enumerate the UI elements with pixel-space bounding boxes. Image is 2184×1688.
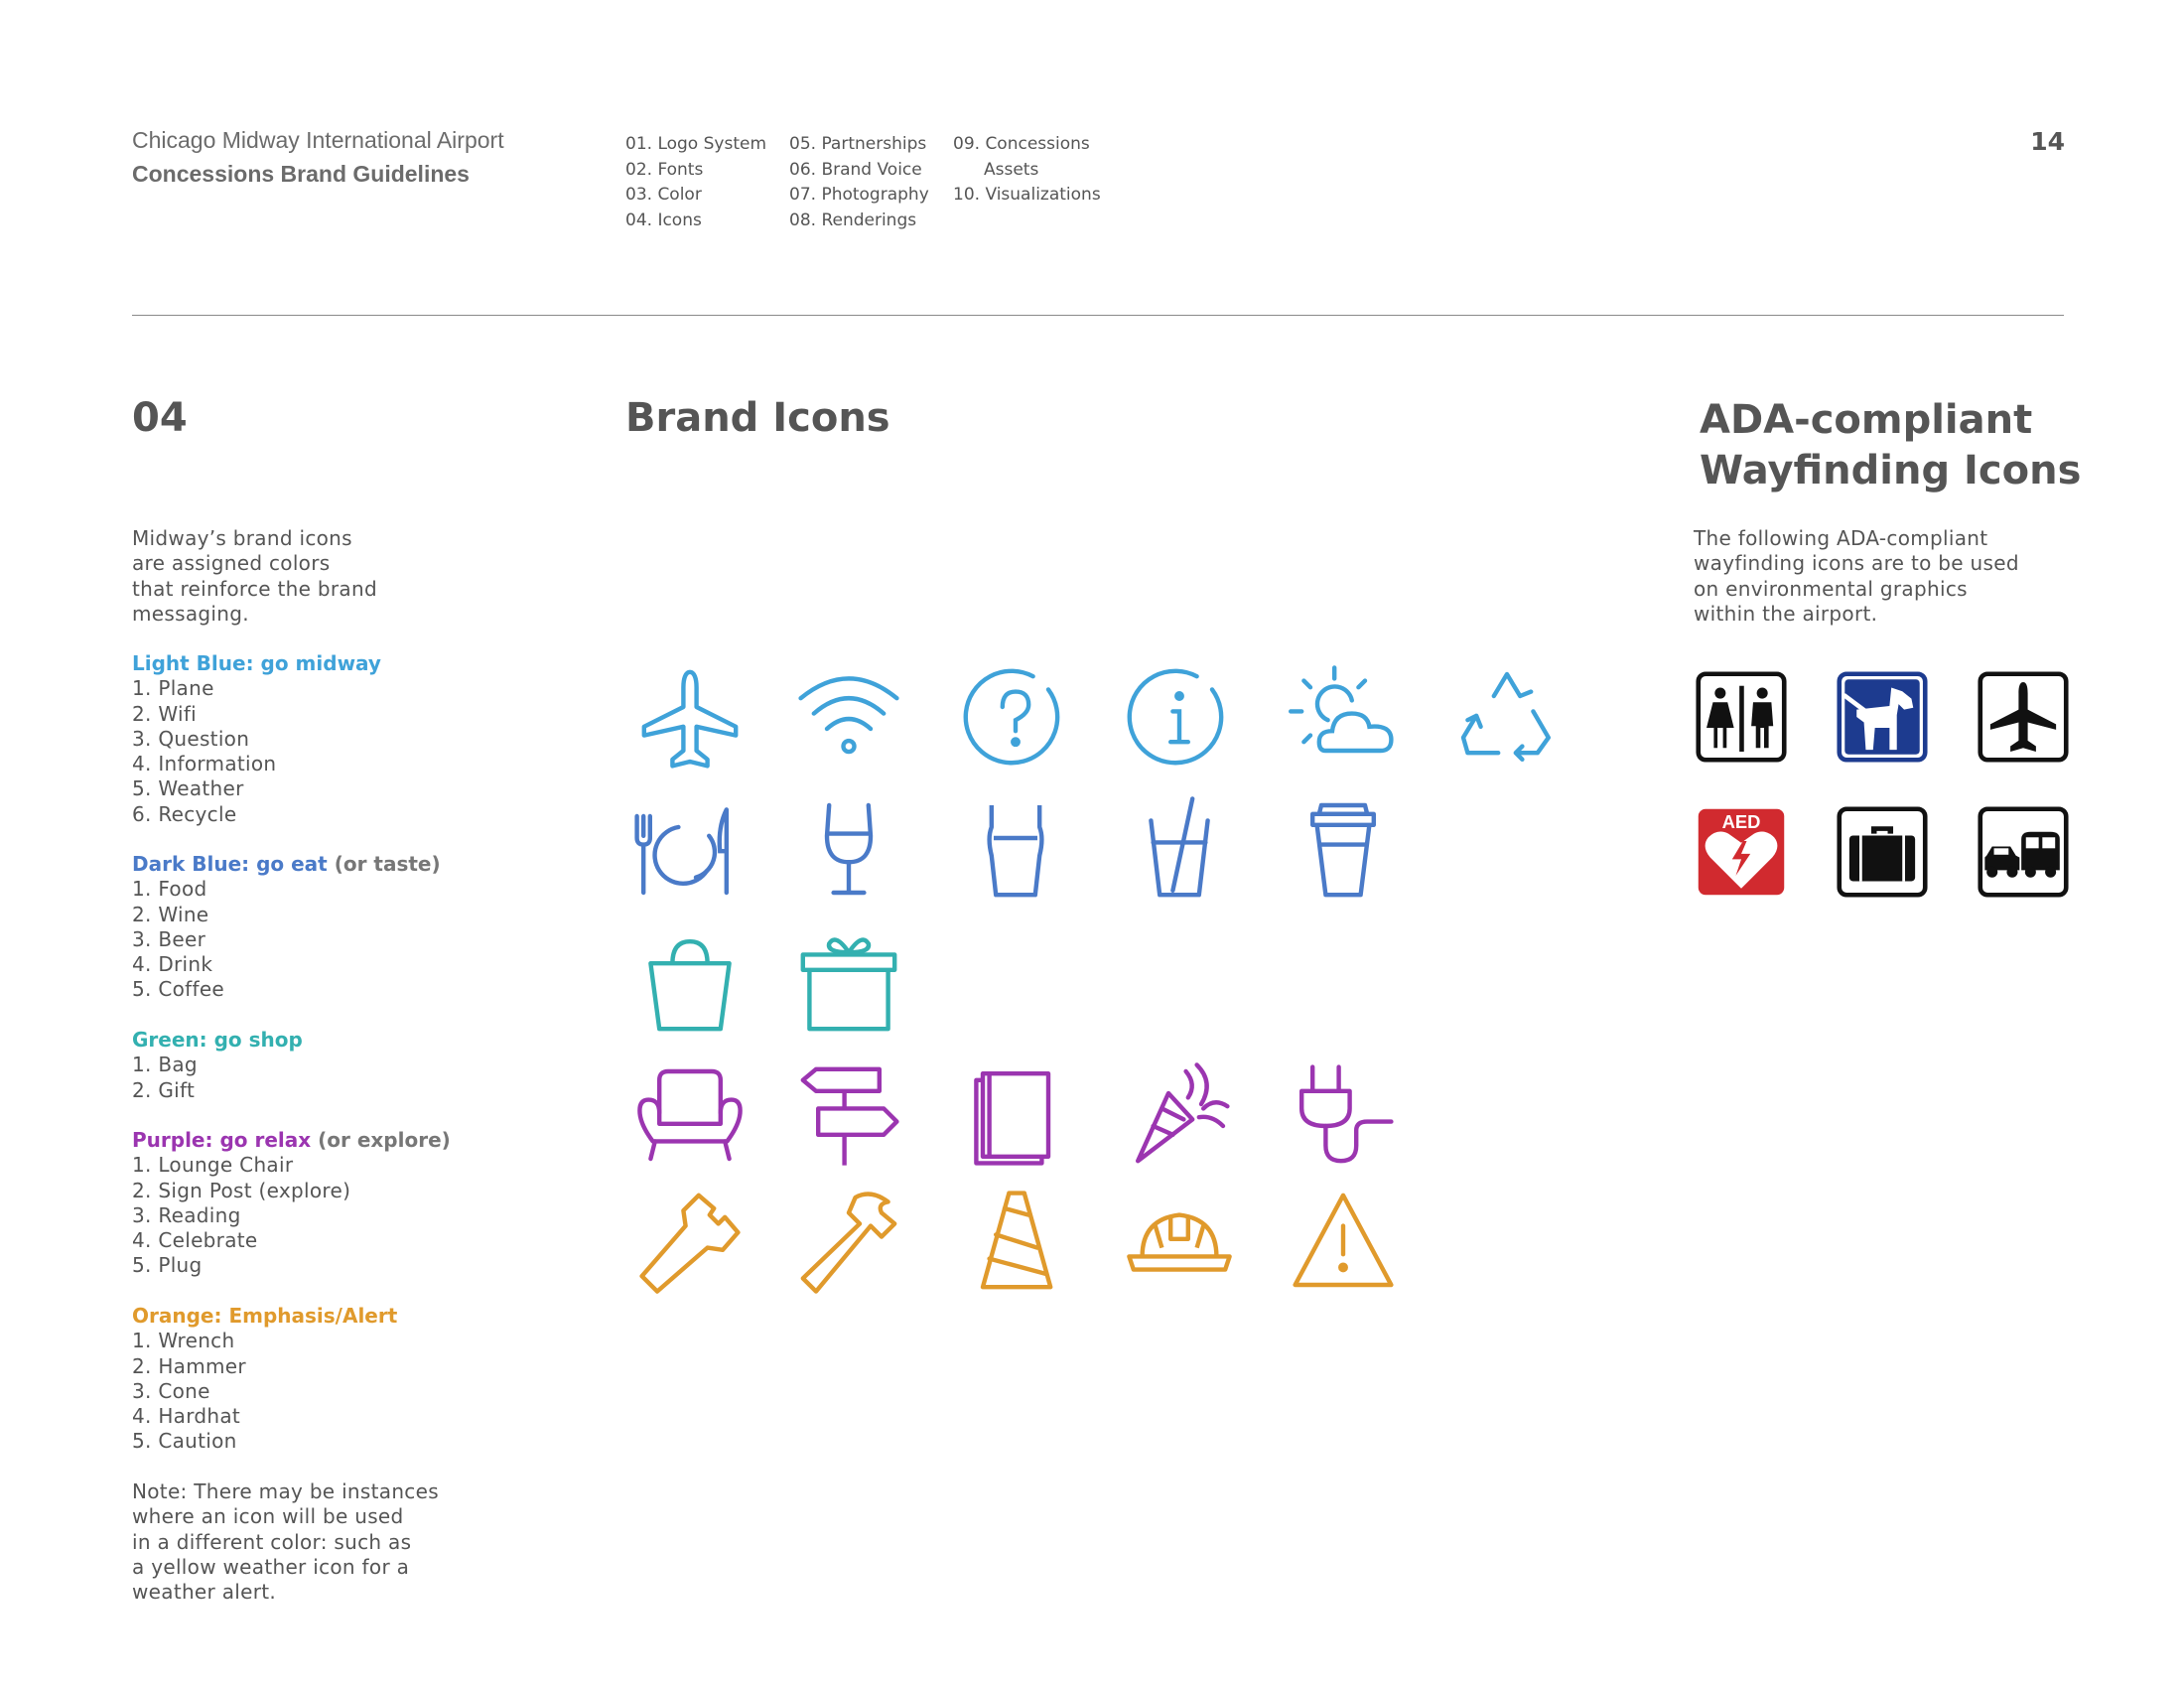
list-item: 2. Wine: [132, 902, 209, 926]
list-item: 1. Lounge Chair: [132, 1153, 294, 1178]
list-item: 4. Drink: [132, 952, 213, 977]
footnote: [132, 1479, 439, 1605]
list-item: 3. Question: [132, 726, 250, 751]
beer-icon: [961, 794, 1070, 904]
gift-icon: [794, 928, 903, 1038]
document-title: Concessions Brand Guidelines: [132, 161, 470, 187]
question-icon: [961, 663, 1070, 773]
sign-post-icon: [794, 1060, 903, 1170]
information-icon: [1125, 663, 1234, 773]
ada-heading: [1700, 395, 2081, 496]
ada-desc-line: on environmental graphics: [1694, 576, 1968, 601]
ada-heading-line-1: ADA-compliant: [1700, 397, 2033, 443]
plug-icon: [1289, 1060, 1398, 1170]
group-title: Dark Blue: go eat: [132, 852, 328, 876]
list-item: 1. Bag: [132, 1053, 198, 1077]
hammer-icon: [794, 1187, 903, 1296]
list-item: 3. Cone: [132, 1378, 210, 1403]
intro-line: that reinforce the brand: [132, 576, 377, 601]
toc-item[interactable]: 10. Visualizations: [953, 185, 1101, 205]
group-note: (or explore): [318, 1128, 451, 1152]
toc-item[interactable]: 08. Renderings: [789, 210, 917, 230]
list-item: 4. Hardhat: [132, 1404, 241, 1429]
group-title: Light Blue: go midway: [132, 651, 381, 675]
footnote-line: a yellow weather icon for a: [132, 1554, 410, 1579]
group-title-row: [132, 1128, 451, 1153]
recycle-icon: [1452, 663, 1562, 773]
cone-icon: [961, 1187, 1070, 1296]
footnote-line: where an icon will be used: [132, 1504, 404, 1529]
page-number: 14: [2030, 127, 2065, 156]
list-item: 5. Coffee: [132, 977, 225, 1002]
toc-column-3: [953, 132, 1101, 209]
intro-line: Midway’s brand icons: [132, 526, 352, 550]
airplane-icon: [1978, 671, 2069, 763]
hardhat-icon: [1125, 1187, 1234, 1296]
list-item: 3. Beer: [132, 926, 206, 951]
bag-icon: [635, 928, 745, 1038]
list-item: 1. Plane: [132, 676, 214, 701]
toc-column-2: [789, 132, 929, 233]
toc-item[interactable]: Assets: [984, 159, 1039, 180]
toc-item[interactable]: 09. Concessions: [953, 134, 1090, 154]
intro-line: messaging.: [132, 601, 249, 626]
group-title-row: [132, 852, 441, 877]
toc-item[interactable]: 05. Partnerships: [789, 134, 927, 154]
wine-icon: [794, 794, 903, 904]
footnote-line: in a different color: such as: [132, 1529, 412, 1554]
list-item: 4. Information: [132, 752, 277, 776]
list-item: 2. Gift: [132, 1077, 196, 1102]
ada-desc-line: The following ADA-compliant: [1694, 526, 1988, 550]
drink-icon: [1125, 794, 1234, 904]
celebrate-icon: [1125, 1060, 1234, 1170]
group-title: Purple: go relax: [132, 1128, 312, 1152]
header-divider: [132, 315, 2064, 316]
list-item: 4. Celebrate: [132, 1228, 258, 1253]
weather-icon: [1289, 663, 1398, 773]
restroom-icon: [1696, 671, 1787, 763]
list-item: 1. Wrench: [132, 1329, 235, 1353]
ada-desc-line: within the airport.: [1694, 601, 1878, 626]
group-dark-blue: [132, 852, 441, 1003]
list-item: 2. Sign Post (explore): [132, 1178, 351, 1202]
toc-item[interactable]: 01. Logo System: [625, 134, 767, 154]
aed-icon: [1696, 806, 1787, 898]
toc-item[interactable]: 04. Icons: [625, 210, 702, 230]
toc-item[interactable]: 06. Brand Voice: [789, 159, 922, 180]
intro-line: are assigned colors: [132, 551, 331, 576]
brand-icons-heading: Brand Icons: [625, 395, 890, 441]
toc-item[interactable]: 07. Photography: [789, 185, 929, 205]
baggage-icon: [1837, 806, 1928, 898]
list-item: 2. Wifi: [132, 701, 198, 726]
group-orange: [132, 1304, 397, 1455]
ada-desc-line: wayfinding icons are to be used: [1694, 551, 2019, 576]
footnote-line: Note: There may be instances: [132, 1479, 439, 1503]
food-icon: [630, 794, 740, 904]
toc-column-1: [625, 132, 766, 233]
lounge-chair-icon: [635, 1060, 745, 1170]
toc-item[interactable]: 03. Color: [625, 185, 702, 205]
group-title: Green: go shop: [132, 1028, 303, 1052]
wifi-icon: [794, 663, 903, 773]
intro-paragraph: [132, 526, 377, 627]
reading-icon: [961, 1060, 1070, 1170]
ada-description: [1694, 526, 2019, 627]
group-light-blue: [132, 651, 381, 827]
wrench-icon: [635, 1187, 745, 1296]
list-item: 5. Weather: [132, 776, 244, 801]
section-number: 04: [132, 395, 188, 441]
list-item: 5. Caution: [132, 1429, 237, 1454]
group-green: [132, 1028, 303, 1103]
footnote-line: weather alert.: [132, 1580, 277, 1605]
group-title: Orange: Emphasis/Alert: [132, 1304, 398, 1328]
caution-icon: [1289, 1187, 1398, 1296]
coffee-icon: [1289, 794, 1398, 904]
ada-heading-line-2: Wayfinding Icons: [1700, 448, 2082, 493]
service-animal-icon: [1837, 671, 1928, 763]
group-note: (or taste): [334, 852, 441, 876]
ground-transport-icon: [1978, 806, 2069, 898]
group-purple: [132, 1128, 451, 1279]
plane-icon: [635, 663, 745, 773]
aed-label: AED: [1721, 811, 1761, 833]
list-item: 2. Hammer: [132, 1353, 246, 1378]
organization-name: Chicago Midway International Airport: [132, 127, 504, 153]
list-item: 1. Food: [132, 877, 207, 902]
toc-item[interactable]: 02. Fonts: [625, 159, 704, 180]
list-item: 6. Recycle: [132, 801, 237, 826]
list-item: 5. Plug: [132, 1253, 203, 1278]
list-item: 3. Reading: [132, 1202, 241, 1227]
